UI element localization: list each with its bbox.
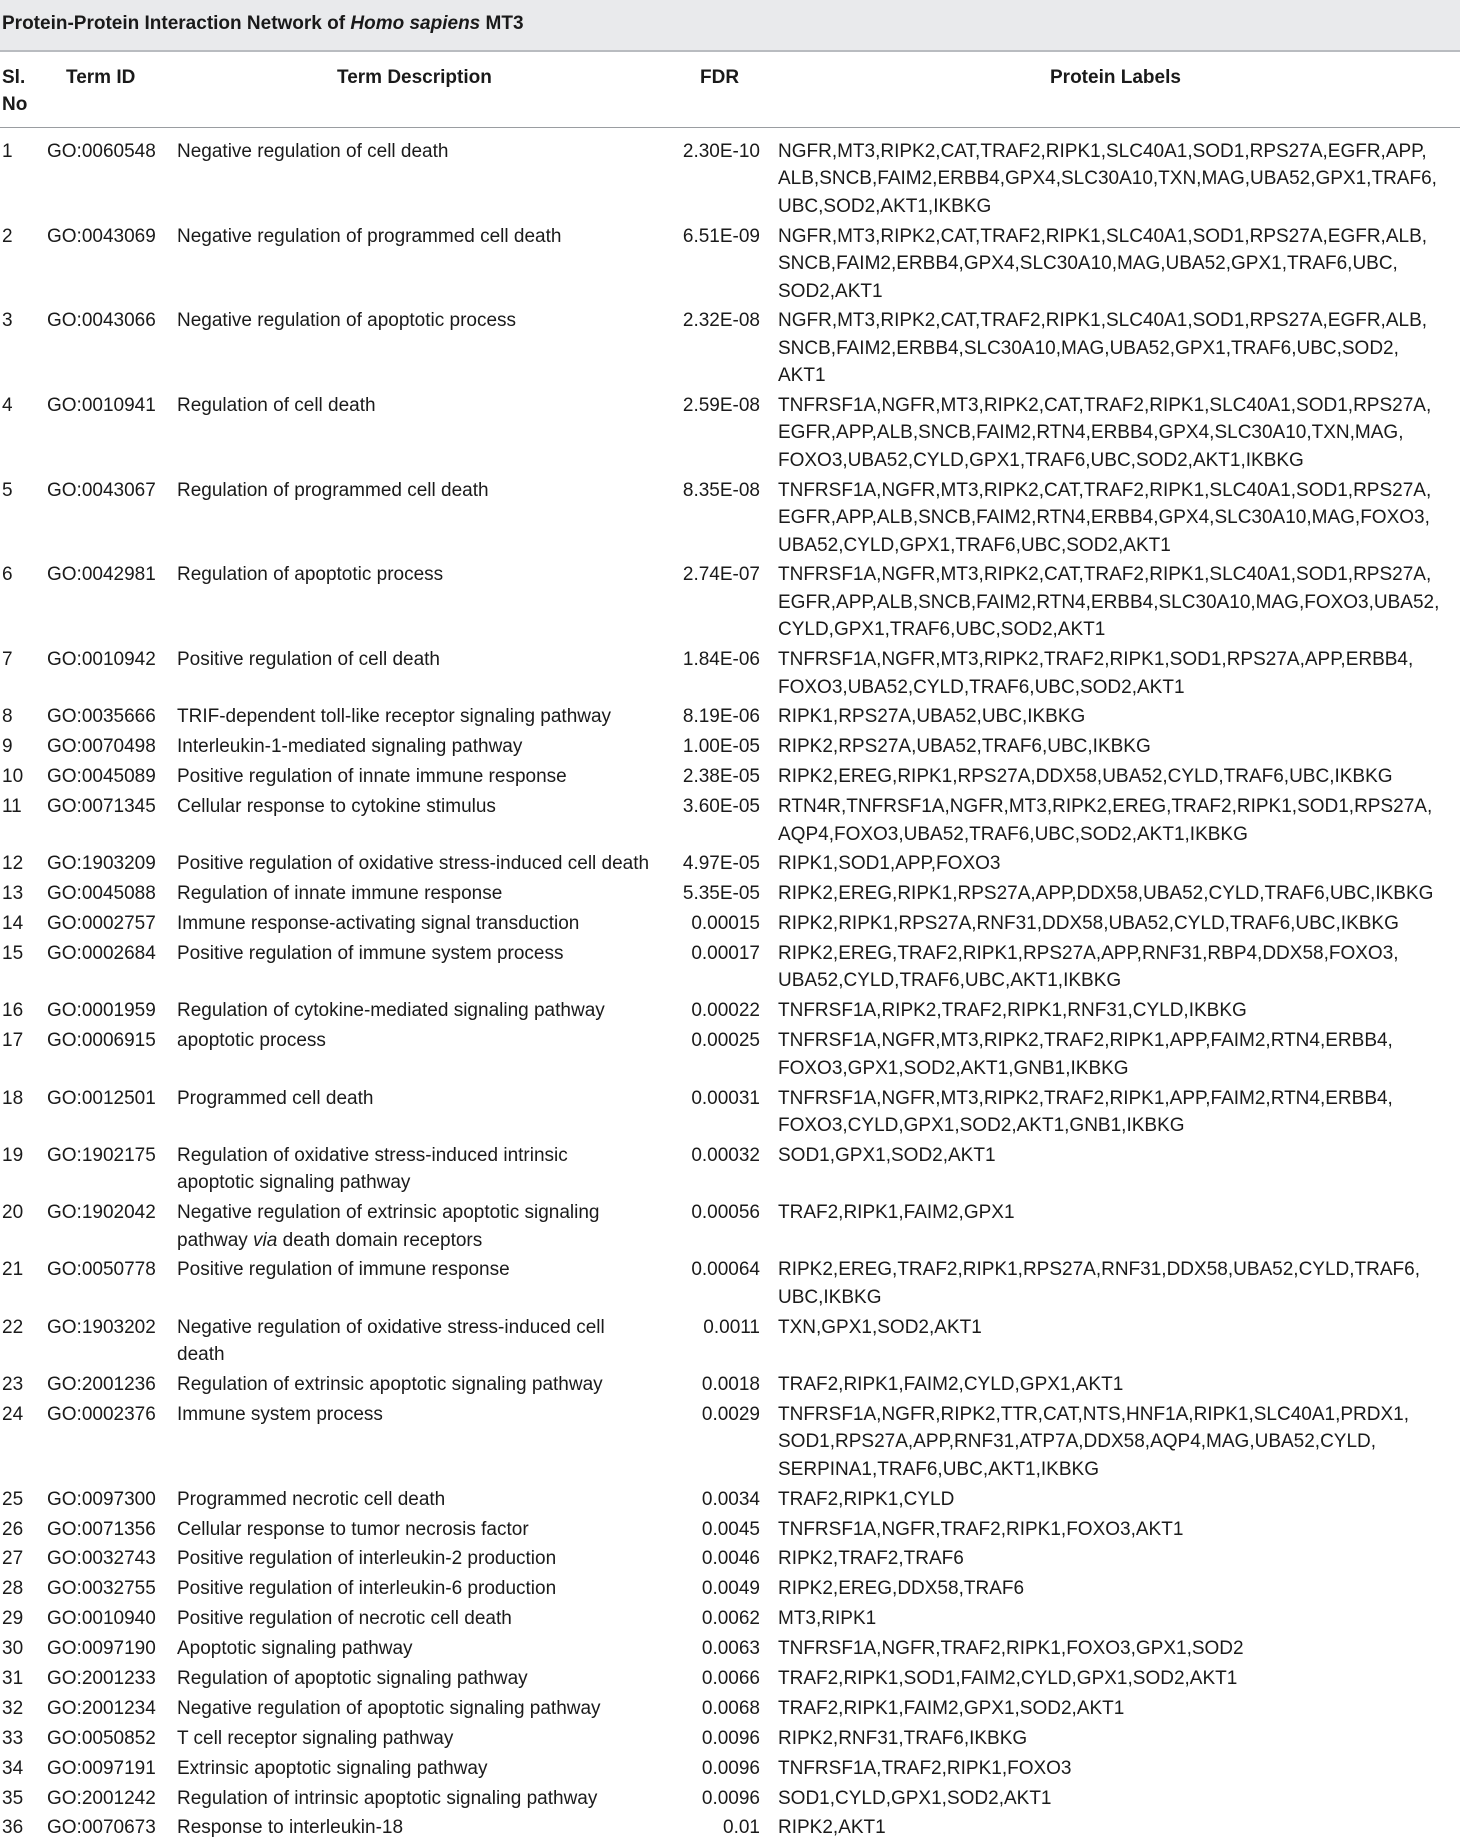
table-row [0, 1545, 1460, 1575]
table-header-row [0, 52, 1460, 128]
cell-sl-no: 16 [2, 1000, 24, 1022]
table-row [0, 1695, 1460, 1725]
cell-fdr: 0.00056 [691, 1202, 760, 1224]
table-row [0, 1755, 1460, 1785]
cell-term-description: Cellular response to cytokine stimulus [177, 796, 496, 818]
cell-fdr: 0.0045 [701, 1518, 760, 1540]
cell-sl-no: 25 [2, 1488, 24, 1510]
cell-sl-no: 27 [2, 1548, 24, 1570]
cell-term-id: GO:1902042 [47, 1202, 156, 1224]
table-row [0, 850, 1460, 880]
cell-term-id: GO:1903209 [47, 853, 156, 875]
cell-protein-labels: TRAF2,RIPK1,FAIM2,GPX1 [778, 1202, 1015, 1224]
cell-term-description: Regulation of cell death [177, 395, 376, 417]
cell-sl-no: 32 [2, 1697, 24, 1719]
table-row [0, 763, 1460, 793]
cell-protein-labels: TNFRSF1A,NGFR,MT3,RIPK2,TRAF2,RIPK1,APP,FAIM2,RTN4,ERBB4, FOXO3,CYLD,GPX1,SOD2,AKT1,GNB1,IKBKG [778, 1087, 1393, 1136]
cell-protein-labels: RIPK2,RNF31,TRAF6,IKBKG [778, 1727, 1028, 1749]
cell-fdr: 1.00E-05 [682, 736, 760, 758]
cell-sl-no: 29 [2, 1608, 24, 1630]
cell-protein-labels: RIPK1,RPS27A,UBA52,UBC,IKBKG [778, 706, 1086, 728]
cell-sl-no: 30 [2, 1638, 24, 1660]
cell-protein-labels: TRAF2,RIPK1,SOD1,FAIM2,CYLD,GPX1,SOD2,AKT1 [778, 1667, 1238, 1689]
table-row [0, 138, 1460, 223]
table-row [0, 1575, 1460, 1605]
table-row [0, 1027, 1460, 1084]
cell-fdr: 8.19E-06 [682, 706, 760, 728]
cell-protein-labels: MT3,RIPK1 [778, 1608, 877, 1630]
cell-fdr: 0.00022 [691, 1000, 760, 1022]
header-term-id: Term ID [66, 67, 136, 88]
cell-term-id: GO:0042981 [47, 564, 156, 586]
cell-fdr: 0.0066 [701, 1667, 760, 1689]
cell-sl-no: 19 [2, 1144, 24, 1166]
cell-term-description: TRIF-dependent toll-like receptor signaling pathway [177, 706, 612, 728]
table-row [0, 561, 1460, 646]
cell-sl-no: 7 [2, 649, 13, 671]
header-sl-no: Sl. No [2, 67, 28, 115]
cell-term-id: GO:0070673 [47, 1817, 156, 1839]
table-row [0, 1605, 1460, 1635]
cell-fdr: 2.32E-08 [682, 310, 760, 332]
cell-sl-no: 18 [2, 1087, 24, 1109]
cell-term-id: GO:0043069 [47, 225, 156, 247]
table-row [0, 1814, 1460, 1844]
cell-sl-no: 33 [2, 1727, 24, 1749]
cell-fdr: 0.0011 [703, 1316, 760, 1338]
cell-sl-no: 28 [2, 1578, 24, 1600]
cell-term-id: GO:0006915 [47, 1030, 156, 1052]
cell-term-description: T cell receptor signaling pathway [177, 1727, 454, 1749]
cell-sl-no: 1 [2, 141, 13, 162]
cell-term-description: Positive regulation of interleukin-2 production [177, 1548, 557, 1570]
cell-fdr: 0.0062 [701, 1608, 760, 1630]
cell-term-id: GO:0032755 [47, 1578, 156, 1600]
cell-term-description: Regulation of cytokine-mediated signaling pathway [177, 1000, 605, 1022]
cell-protein-labels: RIPK2,EREG,RIPK1,RPS27A,DDX58,UBA52,CYLD,TRAF6,UBC,IKBKG [778, 766, 1393, 788]
cell-protein-labels: TNFRSF1A,NGFR,MT3,RIPK2,CAT,TRAF2,RIPK1,SLC40A1,SOD1,RPS27A, EGFR,APP,ALB,SNCB,FAIM2,RTN4,ERBB4,GPX4,SLC30A10,MAG,FOXO3, UBA52,CYLD,GPX1,TRAF6,UBC,SOD2,AKT1 [778, 479, 1432, 556]
cell-term-description: Positive regulation of immune response [177, 1259, 510, 1281]
table-row [0, 1785, 1460, 1815]
cell-fdr: 8.35E-08 [682, 479, 760, 501]
cell-protein-labels: TNFRSF1A,NGFR,MT3,RIPK2,TRAF2,RIPK1,APP,FAIM2,RTN4,ERBB4, FOXO3,GPX1,SOD2,AKT1,GNB1,IKBKG [778, 1030, 1393, 1079]
cell-fdr: 0.0049 [701, 1578, 760, 1600]
cell-term-id: GO:0001959 [47, 1000, 156, 1022]
cell-term-description: Positive regulation of immune system process [177, 943, 564, 965]
cell-protein-labels: RIPK2,EREG,TRAF2,RIPK1,RPS27A,RNF31,DDX58,UBA52,CYLD,TRAF6, UBC,IKBKG [778, 1259, 1420, 1308]
table-title-bar [0, 0, 1460, 52]
cell-term-id: GO:2001236 [47, 1374, 156, 1396]
table-row [0, 910, 1460, 940]
cell-fdr: 0.0018 [701, 1374, 760, 1396]
cell-term-id: GO:0045089 [47, 766, 156, 788]
table-row [0, 1486, 1460, 1516]
cell-term-description: Positive regulation of innate immune response [177, 766, 567, 788]
cell-term-description: Regulation of innate immune response [177, 883, 503, 905]
cell-sl-no: 36 [2, 1817, 24, 1839]
cell-sl-no: 17 [2, 1030, 24, 1052]
cell-term-id: GO:0012501 [47, 1087, 156, 1109]
table-row [0, 307, 1460, 392]
header-fdr: FDR [700, 67, 740, 88]
table-row [0, 1142, 1460, 1199]
cell-term-id: GO:0043066 [47, 310, 156, 332]
cell-protein-labels: TNFRSF1A,NGFR,TRAF2,RIPK1,FOXO3,AKT1 [778, 1518, 1184, 1540]
cell-protein-labels: RIPK1,SOD1,APP,FOXO3 [778, 853, 1001, 875]
cell-term-id: GO:0035666 [47, 706, 156, 728]
table-row [0, 997, 1460, 1027]
table-row [0, 1516, 1460, 1546]
cell-term-id: GO:0002376 [47, 1403, 156, 1425]
cell-fdr: 1.84E-06 [682, 649, 760, 671]
table-row [0, 1199, 1460, 1256]
cell-protein-labels: NGFR,MT3,RIPK2,CAT,TRAF2,RIPK1,SLC40A1,SOD1,RPS27A,EGFR,ALB, SNCB,FAIM2,ERBB4,SLC30A10,MAG,UBA52,GPX1,TRAF6,UBC,SOD2, AKT1 [778, 310, 1428, 387]
cell-sl-no: 23 [2, 1374, 24, 1396]
cell-sl-no: 13 [2, 883, 24, 905]
cell-fdr: 2.38E-05 [682, 766, 760, 788]
cell-term-id: GO:0071345 [47, 796, 156, 818]
cell-sl-no: 34 [2, 1757, 24, 1779]
cell-fdr: 0.0096 [701, 1727, 760, 1749]
cell-term-description: Regulation of apoptotic signaling pathway [177, 1667, 528, 1689]
cell-term-id: GO:0002684 [47, 943, 156, 965]
cell-term-description: Positive regulation of oxidative stress-induced cell death [177, 853, 650, 875]
table-row [0, 880, 1460, 910]
table-row [0, 646, 1460, 703]
cell-sl-no: 8 [2, 706, 13, 728]
cell-term-description: Regulation of programmed cell death [177, 479, 489, 501]
cell-fdr: 0.00015 [691, 913, 760, 935]
cell-fdr: 0.0068 [701, 1697, 760, 1719]
cell-term-id: GO:0002757 [47, 913, 156, 935]
cell-fdr: 0.0096 [701, 1757, 760, 1779]
cell-term-id: GO:0060548 [47, 141, 156, 162]
cell-fdr: 0.0029 [701, 1403, 760, 1425]
cell-term-description: Negative regulation of apoptotic process [177, 310, 517, 332]
cell-fdr: 0.00031 [691, 1087, 760, 1109]
cell-sl-no: 14 [2, 913, 24, 935]
cell-term-id: GO:2001233 [47, 1667, 156, 1689]
cell-term-id: GO:0071356 [47, 1518, 156, 1540]
cell-protein-labels: RTN4R,TNFRSF1A,NGFR,MT3,RIPK2,EREG,TRAF2,RIPK1,SOD1,RPS27A, AQP4,FOXO3,UBA52,TRAF6,UBC,SOD2,AKT1,IKBKG [778, 796, 1433, 845]
table-row [0, 1314, 1460, 1371]
cell-term-description: Regulation of apoptotic process [177, 564, 444, 586]
cell-term-description: Response to interleukin-18 [177, 1817, 404, 1839]
cell-fdr: 0.00032 [691, 1144, 760, 1166]
cell-sl-no: 24 [2, 1403, 24, 1425]
cell-term-id: GO:0010940 [47, 1608, 156, 1630]
cell-term-id: GO:0010942 [47, 649, 156, 671]
cell-protein-labels: SOD1,GPX1,SOD2,AKT1 [778, 1144, 996, 1166]
table-row [0, 1725, 1460, 1755]
table-title: Protein-Protein Interaction Network of Homo sapiens MT3 [2, 13, 524, 34]
cell-sl-no: 12 [2, 853, 24, 875]
cell-fdr: 0.0046 [701, 1548, 760, 1570]
cell-sl-no: 11 [2, 796, 22, 818]
cell-term-description: Negative regulation of programmed cell death [177, 225, 562, 247]
cell-protein-labels: RIPK2,EREG,RIPK1,RPS27A,APP,DDX58,UBA52,CYLD,TRAF6,UBC,IKBKG [778, 883, 1434, 905]
cell-protein-labels: TRAF2,RIPK1,FAIM2,GPX1,SOD2,AKT1 [778, 1697, 1125, 1719]
cell-protein-labels: TNFRSF1A,NGFR,MT3,RIPK2,TRAF2,RIPK1,SOD1,RPS27A,APP,ERBB4, FOXO3,UBA52,CYLD,TRAF6,UBC,SOD2,AKT1 [778, 649, 1414, 698]
cell-protein-labels: RIPK2,AKT1 [778, 1817, 886, 1839]
cell-sl-no: 10 [2, 766, 24, 788]
cell-term-description: Programmed necrotic cell death [177, 1488, 446, 1510]
table-row [0, 703, 1460, 733]
cell-protein-labels: TNFRSF1A,NGFR,RIPK2,TTR,CAT,NTS,HNF1A,RIPK1,SLC40A1,PRDX1, SOD1,RPS27A,APP,RNF31,ATP7A,DDX58,AQP4,MAG,UBA52,CYLD, SERPINA1,TRAF6,UBC,AKT1,IKBKG [778, 1403, 1410, 1480]
table-row [0, 733, 1460, 763]
cell-term-id: GO:2001234 [47, 1697, 156, 1719]
cell-term-description: Immune response-activating signal transduction [177, 913, 580, 935]
table-row [0, 1401, 1460, 1486]
cell-fdr: 4.97E-05 [682, 853, 760, 875]
cell-term-id: GO:0010941 [47, 395, 156, 417]
cell-sl-no: 20 [2, 1202, 24, 1224]
cell-fdr: 2.30E-10 [682, 141, 760, 162]
cell-term-id: GO:0050778 [47, 1259, 156, 1281]
cell-protein-labels: TNFRSF1A,NGFR,MT3,RIPK2,CAT,TRAF2,RIPK1,SLC40A1,SOD1,RPS27A, EGFR,APP,ALB,SNCB,FAIM2,RTN4,ERBB4,GPX4,SLC30A10,TXN,MAG, FOXO3,UBA52,CYLD,GPX1,TRAF6,UBC,SOD2,AKT1,IKBKG [778, 395, 1432, 471]
cell-fdr: 2.74E-07 [682, 564, 760, 586]
cell-fdr: 2.59E-08 [682, 395, 760, 417]
table-row [0, 477, 1460, 562]
cell-protein-labels: TNFRSF1A,TRAF2,RIPK1,FOXO3 [778, 1757, 1072, 1779]
cell-protein-labels: NGFR,MT3,RIPK2,CAT,TRAF2,RIPK1,SLC40A1,SOD1,RPS27A,EGFR,APP, ALB,SNCB,FAIM2,ERBB4,GPX4,SLC30A10,TXN,MAG,UBA52,GPX1,TRAF6, UBC,SOD2,AKT1,IKBKG [778, 141, 1437, 217]
cell-protein-labels: TNFRSF1A,NGFR,TRAF2,RIPK1,FOXO3,GPX1,SOD2 [778, 1638, 1244, 1660]
cell-term-description: Regulation of extrinsic apoptotic signaling pathway [177, 1374, 603, 1396]
cell-sl-no: 22 [2, 1316, 24, 1338]
cell-protein-labels: RIPK2,RPS27A,UBA52,TRAF6,UBC,IKBKG [778, 736, 1151, 758]
cell-protein-labels: TRAF2,RIPK1,FAIM2,CYLD,GPX1,AKT1 [778, 1374, 1124, 1396]
cell-sl-no: 4 [2, 395, 13, 417]
table-row [0, 940, 1460, 997]
cell-protein-labels: SOD1,CYLD,GPX1,SOD2,AKT1 [778, 1787, 1052, 1809]
table-row [0, 392, 1460, 477]
cell-sl-no: 2 [2, 225, 13, 247]
cell-protein-labels: RIPK2,EREG,TRAF2,RIPK1,RPS27A,APP,RNF31,RBP4,DDX58,FOXO3, UBA52,CYLD,TRAF6,UBC,AKT1,IKBKG [778, 943, 1399, 992]
cell-fdr: 0.00017 [691, 943, 760, 965]
cell-term-description: Negative regulation of oxidative stress-induced cell death [177, 1316, 605, 1366]
cell-fdr: 0.00025 [691, 1030, 760, 1052]
cell-term-id: GO:0070498 [47, 736, 156, 758]
table-row [0, 223, 1460, 308]
table-row [0, 1371, 1460, 1401]
cell-term-id: GO:0097190 [47, 1638, 156, 1660]
cell-term-description: Immune system process [177, 1403, 383, 1425]
cell-term-description: Interleukin-1-mediated signaling pathway [177, 736, 523, 758]
cell-term-description: Positive regulation of cell death [177, 649, 440, 671]
cell-fdr: 0.00064 [691, 1259, 760, 1281]
cell-term-id: GO:0043067 [47, 479, 156, 501]
cell-sl-no: 21 [2, 1259, 24, 1281]
cell-fdr: 0.0096 [701, 1787, 760, 1809]
cell-term-description: Negative regulation of cell death [177, 141, 449, 162]
cell-term-id: GO:0097300 [47, 1488, 156, 1510]
cell-term-id: GO:1902175 [47, 1144, 156, 1166]
header-term-description: Term Description [337, 67, 492, 88]
cell-fdr: 0.0034 [701, 1488, 760, 1510]
cell-fdr: 5.35E-05 [682, 883, 760, 905]
cell-sl-no: 6 [2, 564, 13, 586]
cell-fdr: 0.01 [723, 1817, 760, 1839]
cell-term-description: Regulation of oxidative stress-induced intrinsic apoptotic signaling pathway [177, 1144, 568, 1194]
cell-protein-labels: RIPK2,EREG,DDX58,TRAF6 [778, 1578, 1025, 1600]
cell-term-id: GO:0050852 [47, 1727, 156, 1749]
cell-fdr: 0.0063 [701, 1638, 760, 1660]
cell-protein-labels: RIPK2,TRAF2,TRAF6 [778, 1548, 964, 1570]
cell-sl-no: 26 [2, 1518, 24, 1540]
cell-term-id: GO:1903202 [47, 1316, 156, 1338]
table-row [0, 793, 1460, 850]
cell-fdr: 6.51E-09 [682, 225, 760, 247]
cell-protein-labels: NGFR,MT3,RIPK2,CAT,TRAF2,RIPK1,SLC40A1,SOD1,RPS27A,EGFR,ALB, SNCB,FAIM2,ERBB4,GPX4,SLC30A10,MAG,UBA52,GPX1,TRAF6,UBC, SOD2,AKT1 [778, 225, 1428, 302]
cell-term-description: Extrinsic apoptotic signaling pathway [177, 1757, 488, 1779]
cell-sl-no: 15 [2, 943, 24, 965]
cell-sl-no: 3 [2, 310, 13, 332]
table-row [0, 1085, 1460, 1142]
cell-protein-labels: TNFRSF1A,NGFR,MT3,RIPK2,CAT,TRAF2,RIPK1,SLC40A1,SOD1,RPS27A, EGFR,APP,ALB,SNCB,FAIM2,RTN4,ERBB4,SLC30A10,MAG,FOXO3,UBA52, CYLD,GPX1,TRAF6,UBC,SOD2,AKT1 [778, 564, 1440, 641]
cell-term-description: Apoptotic signaling pathway [177, 1638, 413, 1660]
table-row [0, 1665, 1460, 1695]
cell-sl-no: 31 [2, 1667, 24, 1689]
cell-fdr: 3.60E-05 [682, 796, 760, 818]
cell-term-description: Positive regulation of interleukin-6 production [177, 1578, 557, 1600]
cell-term-id: GO:2001242 [47, 1787, 156, 1809]
cell-term-description: Cellular response to tumor necrosis factor [177, 1518, 529, 1540]
cell-term-description: Regulation of intrinsic apoptotic signaling pathway [177, 1787, 598, 1809]
cell-sl-no: 35 [2, 1787, 24, 1809]
cell-term-id: GO:0032743 [47, 1548, 156, 1570]
table-body [0, 138, 1460, 1844]
cell-term-description: apoptotic process [177, 1030, 326, 1052]
header-protein-labels: Protein Labels [1050, 67, 1181, 88]
table-row [0, 1256, 1460, 1313]
cell-sl-no: 9 [2, 736, 13, 758]
cell-term-description: Negative regulation of apoptotic signaling pathway [177, 1697, 601, 1719]
cell-protein-labels: TRAF2,RIPK1,CYLD [778, 1488, 955, 1510]
cell-term-description: Positive regulation of necrotic cell death [177, 1608, 512, 1630]
cell-protein-labels: TXN,GPX1,SOD2,AKT1 [778, 1316, 982, 1338]
cell-term-description: Programmed cell death [177, 1087, 374, 1109]
table-row [0, 1635, 1460, 1665]
cell-protein-labels: TNFRSF1A,RIPK2,TRAF2,RIPK1,RNF31,CYLD,IKBKG [778, 1000, 1247, 1022]
cell-sl-no: 5 [2, 479, 13, 501]
cell-term-id: GO:0097191 [47, 1757, 156, 1779]
cell-term-id: GO:0045088 [47, 883, 156, 905]
cell-term-description: Negative regulation of extrinsic apoptotic signaling pathway via death domain receptors [177, 1202, 600, 1251]
cell-protein-labels: RIPK2,RIPK1,RPS27A,RNF31,DDX58,UBA52,CYLD,TRAF6,UBC,IKBKG [778, 913, 1399, 935]
